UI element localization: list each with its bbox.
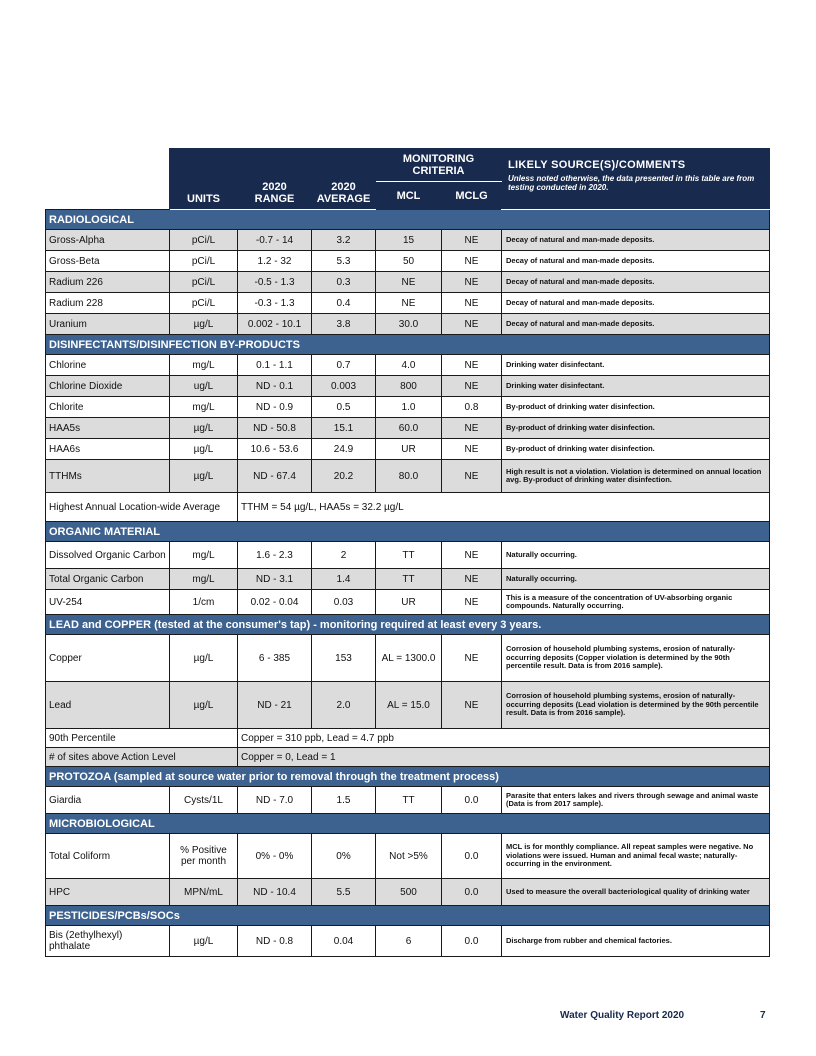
average-cell: 24.9 bbox=[312, 439, 376, 460]
analyte-name: Chlorine bbox=[46, 355, 170, 376]
mclg-cell: NE bbox=[442, 590, 502, 615]
mcl-cell: AL = 1300.0 bbox=[376, 635, 442, 682]
table-row bbox=[46, 834, 770, 879]
range-cell: 0.1 - 1.1 bbox=[238, 355, 312, 376]
table-row bbox=[46, 926, 770, 957]
range-cell: 6 - 385 bbox=[238, 635, 312, 682]
mcl-cell: 6 bbox=[376, 926, 442, 957]
section-row-radiological bbox=[46, 210, 770, 230]
average-cell: 0.03 bbox=[312, 590, 376, 615]
mcl-cell: Not >5% bbox=[376, 834, 442, 879]
mclg-cell: 0.0 bbox=[442, 834, 502, 879]
average-cell: 3.8 bbox=[312, 314, 376, 335]
comment-cell: Corrosion of household plumbing systems, erosion of naturally-occurring deposits (Copper violation is determined by the 90th percentile result. Data is from 2016 sample). bbox=[502, 635, 770, 682]
section-header: DISINFECTANTS/DISINFECTION BY-PRODUCTS bbox=[46, 335, 770, 355]
range-cell: -0.3 - 1.3 bbox=[238, 293, 312, 314]
header-blank-cell bbox=[46, 149, 170, 210]
mcl-cell: 500 bbox=[376, 879, 442, 906]
mcl-cell: 4.0 bbox=[376, 355, 442, 376]
section-header: MICROBIOLOGICAL bbox=[46, 814, 770, 834]
range-cell: 0.002 - 10.1 bbox=[238, 314, 312, 335]
units-cell: % Positive per month bbox=[170, 834, 238, 879]
header-monitoring-criteria: MONITORING CRITERIA bbox=[376, 149, 502, 182]
section-header: LEAD and COPPER (tested at the consumer's tap) - monitoring required at least every 3 years. bbox=[46, 615, 770, 635]
range-cell: ND - 67.4 bbox=[238, 460, 312, 493]
average-cell: 0.7 bbox=[312, 355, 376, 376]
mclg-cell: NE bbox=[442, 542, 502, 569]
comment-cell: Corrosion of household plumbing systems, erosion of naturally-occurring deposits (Lead violation is determined by the 90th percentile result. Data is from 2016 sample). bbox=[502, 682, 770, 729]
comment-cell: Decay of natural and man-made deposits. bbox=[502, 251, 770, 272]
mcl-cell: NE bbox=[376, 293, 442, 314]
comment-cell: Naturally occurring. bbox=[502, 569, 770, 590]
table-row bbox=[46, 460, 770, 493]
average-cell: 0.4 bbox=[312, 293, 376, 314]
mclg-cell: 0.8 bbox=[442, 397, 502, 418]
mcl-cell: TT bbox=[376, 787, 442, 814]
table-body bbox=[46, 210, 770, 957]
section-row-micro bbox=[46, 814, 770, 834]
average-cell: 153 bbox=[312, 635, 376, 682]
table-row bbox=[46, 879, 770, 906]
range-cell: ND - 21 bbox=[238, 682, 312, 729]
header-range-year: 2020 bbox=[262, 181, 287, 193]
analyte-name: Uranium bbox=[46, 314, 170, 335]
range-cell: ND - 0.8 bbox=[238, 926, 312, 957]
mclg-cell: NE bbox=[442, 314, 502, 335]
header-range bbox=[238, 149, 312, 210]
comment-cell: Drinking water disinfectant. bbox=[502, 355, 770, 376]
table-row bbox=[46, 787, 770, 814]
mclg-cell: NE bbox=[442, 230, 502, 251]
analyte-name: Copper bbox=[46, 635, 170, 682]
comment-cell: By-product of drinking water disinfection. bbox=[502, 397, 770, 418]
analyte-name: Bis (2ethylhexyl) phthalate bbox=[46, 926, 170, 957]
average-cell: 0.3 bbox=[312, 272, 376, 293]
comment-cell: High result is not a violation. Violation is determined on annual location avg. By-product of drinking water disinfection. bbox=[502, 460, 770, 493]
comment-cell: By-product of drinking water disinfection. bbox=[502, 439, 770, 460]
analyte-name: Radium 228 bbox=[46, 293, 170, 314]
analyte-name: Dissolved Organic Carbon bbox=[46, 542, 170, 569]
lraa-row-value: TTHM = 54 µg/L, HAA5s = 32.2 µg/L bbox=[238, 493, 770, 522]
units-cell: pCi/L bbox=[170, 272, 238, 293]
average-cell: 2 bbox=[312, 542, 376, 569]
range-cell: ND - 7.0 bbox=[238, 787, 312, 814]
units-cell: µg/L bbox=[170, 418, 238, 439]
average-cell: 0.04 bbox=[312, 926, 376, 957]
mcl-cell: UR bbox=[376, 439, 442, 460]
units-cell: µg/L bbox=[170, 635, 238, 682]
units-cell: µg/L bbox=[170, 460, 238, 493]
mclg-cell: 0.0 bbox=[442, 787, 502, 814]
header-mcl: MCL bbox=[376, 182, 442, 210]
mclg-cell: NE bbox=[442, 293, 502, 314]
mclg-cell: NE bbox=[442, 569, 502, 590]
section-row-disinfectants bbox=[46, 335, 770, 355]
units-cell: mg/L bbox=[170, 397, 238, 418]
analyte-name: Giardia bbox=[46, 787, 170, 814]
mclg-cell: NE bbox=[442, 355, 502, 376]
units-cell: µg/L bbox=[170, 682, 238, 729]
table-row bbox=[46, 569, 770, 590]
units-cell: pCi/L bbox=[170, 251, 238, 272]
mcl-cell: 50 bbox=[376, 251, 442, 272]
mcl-cell: NE bbox=[376, 272, 442, 293]
units-cell: µg/L bbox=[170, 439, 238, 460]
range-cell: 1.6 - 2.3 bbox=[238, 542, 312, 569]
range-cell: 0% - 0% bbox=[238, 834, 312, 879]
analyte-name: HPC bbox=[46, 879, 170, 906]
average-cell: 3.2 bbox=[312, 230, 376, 251]
comment-cell: Decay of natural and man-made deposits. bbox=[502, 230, 770, 251]
range-cell: ND - 50.8 bbox=[238, 418, 312, 439]
average-cell: 5.3 bbox=[312, 251, 376, 272]
units-cell: Cysts/1L bbox=[170, 787, 238, 814]
comment-cell: MCL is for monthly compliance. All repeat samples were negative. No violations were issued. Human and animal fecal waste; naturally-occurring in the environment. bbox=[502, 834, 770, 879]
units-cell: µg/L bbox=[170, 314, 238, 335]
mclg-cell: NE bbox=[442, 439, 502, 460]
header-likely-source bbox=[502, 149, 770, 210]
average-cell: 1.5 bbox=[312, 787, 376, 814]
range-cell: ND - 0.1 bbox=[238, 376, 312, 397]
table-row bbox=[46, 376, 770, 397]
units-cell: mg/L bbox=[170, 569, 238, 590]
analyte-name: HAA5s bbox=[46, 418, 170, 439]
table-row bbox=[46, 293, 770, 314]
sites-row-value: Copper = 0, Lead = 1 bbox=[238, 748, 770, 767]
page-number: 7 bbox=[760, 1010, 766, 1021]
mcl-cell: TT bbox=[376, 542, 442, 569]
average-cell: 15.1 bbox=[312, 418, 376, 439]
page-footer bbox=[560, 1010, 766, 1021]
sites-row-label: # of sites above Action Level bbox=[46, 748, 238, 767]
table-row bbox=[46, 251, 770, 272]
table-row bbox=[46, 272, 770, 293]
mcl-cell: 1.0 bbox=[376, 397, 442, 418]
percentile-row-label: 90th Percentile bbox=[46, 729, 238, 748]
mcl-cell: UR bbox=[376, 590, 442, 615]
mcl-cell: 15 bbox=[376, 230, 442, 251]
table-row bbox=[46, 542, 770, 569]
sites-row bbox=[46, 748, 770, 767]
average-cell: 0% bbox=[312, 834, 376, 879]
percentile-row bbox=[46, 729, 770, 748]
average-cell: 0.5 bbox=[312, 397, 376, 418]
range-cell: 0.02 - 0.04 bbox=[238, 590, 312, 615]
average-cell: 1.4 bbox=[312, 569, 376, 590]
analyte-name: Radium 226 bbox=[46, 272, 170, 293]
average-cell: 20.2 bbox=[312, 460, 376, 493]
units-cell: µg/L bbox=[170, 926, 238, 957]
comment-cell: By-product of drinking water disinfection. bbox=[502, 418, 770, 439]
section-header: RADIOLOGICAL bbox=[46, 210, 770, 230]
mclg-cell: 0.0 bbox=[442, 879, 502, 906]
range-cell: ND - 0.9 bbox=[238, 397, 312, 418]
range-cell: 10.6 - 53.6 bbox=[238, 439, 312, 460]
footer-title: Water Quality Report 2020 bbox=[560, 1010, 685, 1021]
units-cell: mg/L bbox=[170, 355, 238, 376]
analyte-name: Chlorite bbox=[46, 397, 170, 418]
mclg-cell: NE bbox=[442, 251, 502, 272]
section-row-organic bbox=[46, 522, 770, 542]
analyte-name: Chlorine Dioxide bbox=[46, 376, 170, 397]
analyte-name: Lead bbox=[46, 682, 170, 729]
section-row-protozoa bbox=[46, 767, 770, 787]
section-header: ORGANIC MATERIAL bbox=[46, 522, 770, 542]
mcl-cell: TT bbox=[376, 569, 442, 590]
analyte-name: HAA6s bbox=[46, 439, 170, 460]
table-row bbox=[46, 355, 770, 376]
water-quality-table bbox=[45, 148, 770, 957]
average-cell: 5.5 bbox=[312, 879, 376, 906]
mclg-cell: NE bbox=[442, 460, 502, 493]
table-row bbox=[46, 397, 770, 418]
units-cell: pCi/L bbox=[170, 293, 238, 314]
table-row bbox=[46, 682, 770, 729]
mclg-cell: NE bbox=[442, 376, 502, 397]
comment-cell: Parasite that enters lakes and rivers through sewage and animal waste (Data is from 2017 sample). bbox=[502, 787, 770, 814]
analyte-name: Total Organic Carbon bbox=[46, 569, 170, 590]
analyte-name: Gross-Beta bbox=[46, 251, 170, 272]
units-cell: MPN/mL bbox=[170, 879, 238, 906]
mcl-cell: 800 bbox=[376, 376, 442, 397]
mclg-cell: 0.0 bbox=[442, 926, 502, 957]
table-row bbox=[46, 635, 770, 682]
range-cell: ND - 3.1 bbox=[238, 569, 312, 590]
analyte-name: Total Coliform bbox=[46, 834, 170, 879]
table-row bbox=[46, 314, 770, 335]
analyte-name: Gross-Alpha bbox=[46, 230, 170, 251]
comment-cell: This is a measure of the concentration of UV-absorbing organic compounds. Naturally occurring. bbox=[502, 590, 770, 615]
header-average-label: AVERAGE bbox=[316, 193, 371, 205]
average-cell: 0.003 bbox=[312, 376, 376, 397]
section-header: PESTICIDES/PCBs/SOCs bbox=[46, 906, 770, 926]
comment-cell: Discharge from rubber and chemical factories. bbox=[502, 926, 770, 957]
mclg-cell: NE bbox=[442, 418, 502, 439]
range-cell: 1.2 - 32 bbox=[238, 251, 312, 272]
header-units: UNITS bbox=[170, 149, 238, 210]
lraa-row bbox=[46, 493, 770, 522]
header-avg-year: 2020 bbox=[331, 181, 356, 193]
analyte-name: UV-254 bbox=[46, 590, 170, 615]
water-quality-table-wrapper bbox=[45, 148, 769, 957]
range-cell: -0.7 - 14 bbox=[238, 230, 312, 251]
header-average bbox=[312, 149, 376, 210]
range-cell: ND - 10.4 bbox=[238, 879, 312, 906]
units-cell: ug/L bbox=[170, 376, 238, 397]
mclg-cell: NE bbox=[442, 272, 502, 293]
analyte-name: TTHMs bbox=[46, 460, 170, 493]
range-cell: -0.5 - 1.3 bbox=[238, 272, 312, 293]
mcl-cell: 30.0 bbox=[376, 314, 442, 335]
table-row bbox=[46, 590, 770, 615]
mcl-cell: 80.0 bbox=[376, 460, 442, 493]
comment-cell: Decay of natural and man-made deposits. bbox=[502, 314, 770, 335]
units-cell: 1/cm bbox=[170, 590, 238, 615]
mcl-cell: AL = 15.0 bbox=[376, 682, 442, 729]
header-source-note: Unless noted otherwise, the data presented in this table are from testing conducted in 2020. bbox=[508, 174, 755, 193]
comment-cell: Decay of natural and man-made deposits. bbox=[502, 293, 770, 314]
mclg-cell: NE bbox=[442, 635, 502, 682]
mclg-cell: NE bbox=[442, 682, 502, 729]
comment-cell: Decay of natural and man-made deposits. bbox=[502, 272, 770, 293]
header-source-title: LIKELY SOURCE(S)/COMMENTS bbox=[508, 159, 686, 171]
section-header: PROTOZOA (sampled at source water prior to removal through the treatment process) bbox=[46, 767, 770, 787]
header-mclg: MCLG bbox=[442, 182, 502, 210]
comment-cell: Used to measure the overall bacteriological quality of drinking water bbox=[502, 879, 770, 906]
units-cell: mg/L bbox=[170, 542, 238, 569]
units-cell: pCi/L bbox=[170, 230, 238, 251]
table-row bbox=[46, 418, 770, 439]
comment-cell: Drinking water disinfectant. bbox=[502, 376, 770, 397]
average-cell: 2.0 bbox=[312, 682, 376, 729]
percentile-row-value: Copper = 310 ppb, Lead = 4.7 ppb bbox=[238, 729, 770, 748]
section-row-lead_copper bbox=[46, 615, 770, 635]
table-row bbox=[46, 230, 770, 251]
lraa-row-label: Highest Annual Location-wide Average bbox=[46, 493, 238, 522]
mcl-cell: 60.0 bbox=[376, 418, 442, 439]
comment-cell: Naturally occurring. bbox=[502, 542, 770, 569]
section-row-pesticides bbox=[46, 906, 770, 926]
table-row bbox=[46, 439, 770, 460]
header-range-label: RANGE bbox=[254, 193, 295, 205]
